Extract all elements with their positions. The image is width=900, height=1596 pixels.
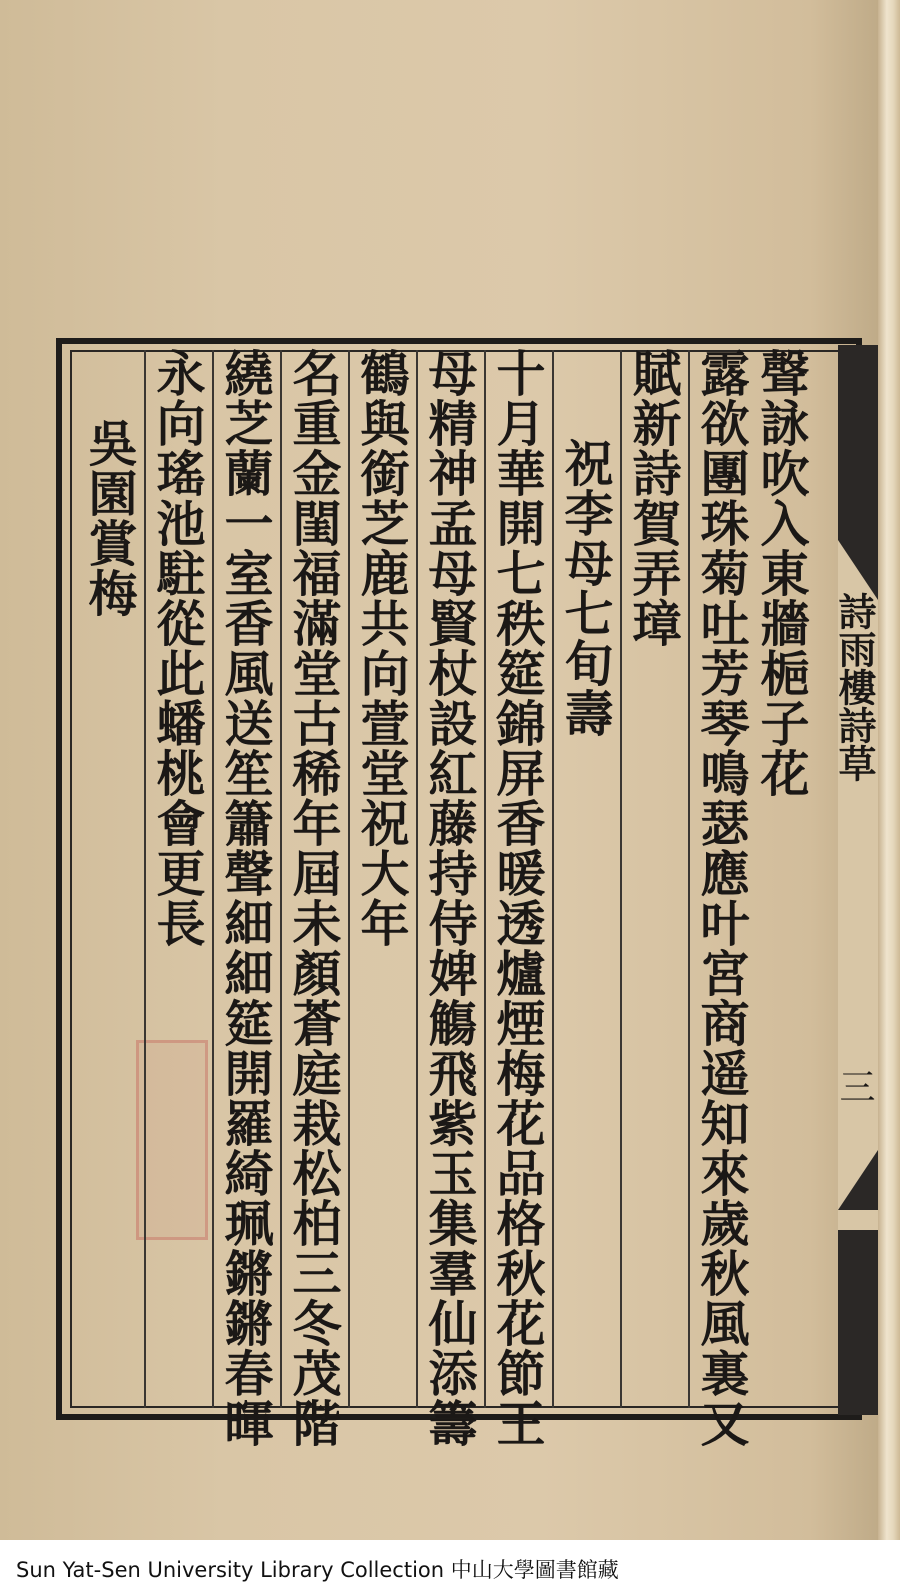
text-column-10: 永向瑤池駐從此蟠桃會更長	[149, 348, 207, 948]
fish-tail-mark-lower	[838, 1150, 878, 1210]
column-rule	[416, 350, 418, 1408]
poem-title-column: 祝李母七旬壽	[557, 438, 615, 738]
column-rule	[620, 350, 622, 1408]
text-column-6: 母精神孟母賢杖設紅藤持侍婢觴飛紫玉集羣仙添籌	[421, 348, 479, 1448]
column-rule	[348, 350, 350, 1408]
banxin-book-title: 詩雨樓詩草	[832, 592, 877, 782]
text-column-8: 名重金閨福滿堂古稀年屆未顏蒼庭栽松柏三冬茂階	[285, 348, 343, 1448]
text-column-3: 賦新詩賀弄璋	[625, 348, 683, 648]
column-rule	[280, 350, 282, 1408]
column-rule	[484, 350, 486, 1408]
text-column-9: 繞芝蘭一室香風送笙簫聲細細筵開羅綺珮鏘鏘春暉	[217, 348, 275, 1448]
collection-caption: Sun Yat-Sen University Library Collection 中山大學圖書館藏	[16, 1558, 619, 1582]
column-rule	[552, 350, 554, 1408]
text-column-5: 十月華開七秩筵錦屏香暖透爐煙梅花品格秋花節王	[489, 348, 547, 1448]
column-rule	[212, 350, 214, 1408]
text-column-7: 鶴與銜芝鹿共向萱堂祝大年	[353, 348, 411, 948]
poem-title-column: 吳園賞梅	[81, 418, 139, 618]
banxin-page-number: 三	[834, 1068, 875, 1104]
column-rule	[144, 350, 146, 1408]
fish-tail-mark-upper	[838, 540, 878, 600]
column-rule	[688, 350, 690, 1408]
text-column-1: 聲詠吹入東牆梔子花	[753, 348, 811, 798]
page-edge	[878, 0, 900, 1540]
text-column-2: 露欲團珠菊吐芳琴鳴瑟應叶宮商遥知來歲秋風裏又	[693, 348, 751, 1448]
